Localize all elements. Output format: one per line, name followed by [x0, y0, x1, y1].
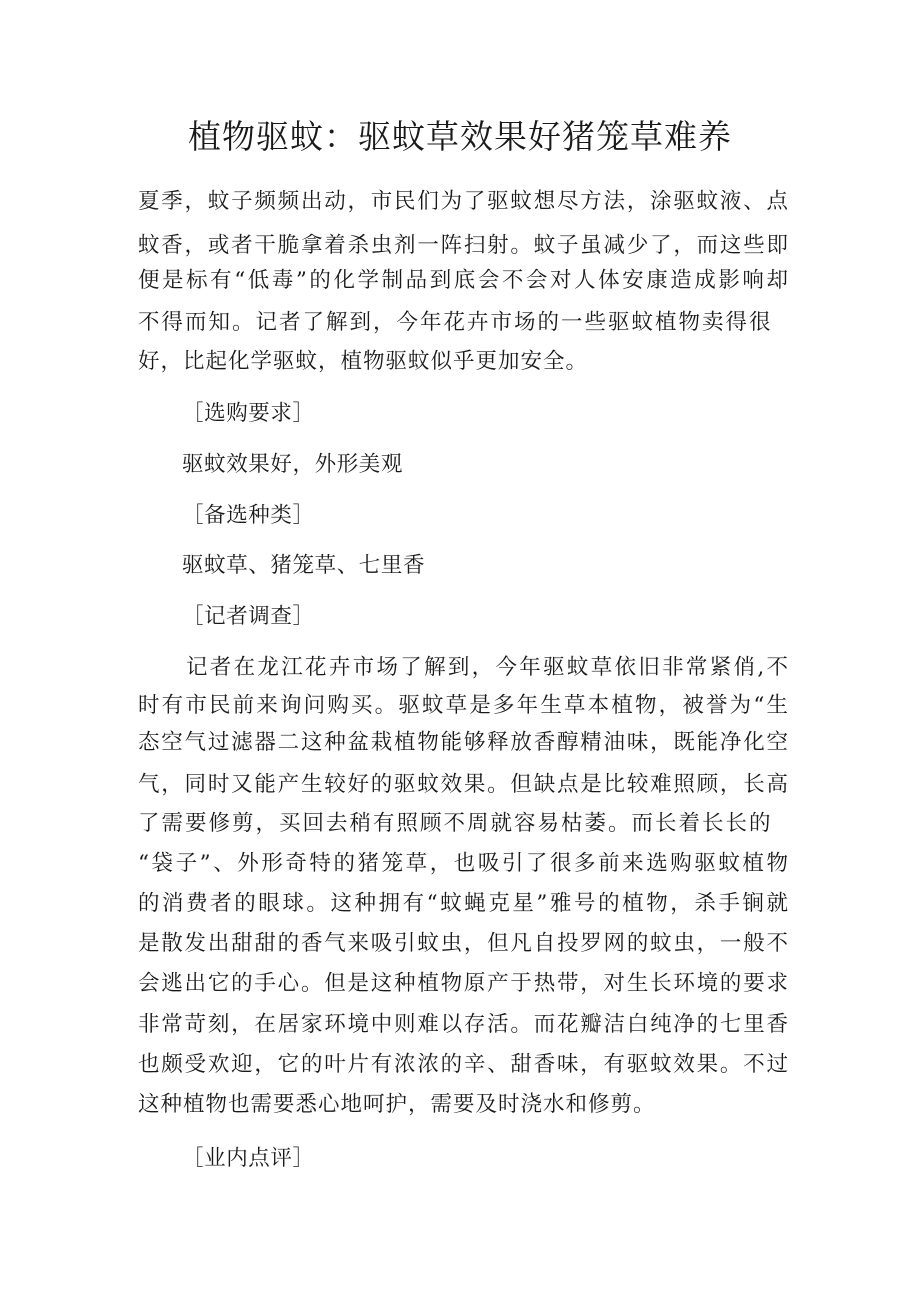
investigation-line-8: 是散发出甜甜的香气来吸引蚊虫，但凡自投罗网的蚊虫，一般不: [138, 931, 788, 956]
investigation-line-6: “袋子”、外形奇特的猪笼草，也吸引了很多前来选购驱蚊植物: [138, 851, 788, 876]
options-text: 驱蚊草、猪笼草、七里香: [182, 553, 426, 578]
requirements-text: 驱蚊效果好，外形美观: [182, 452, 404, 477]
investigation-line-11: 也颇受欢迎，它的叶片有浓浓的辛、甜香味，有驱蚊效果。不过: [138, 1052, 788, 1077]
intro-line-1: 夏季，蚊子频频出动，市民们为了驱蚊想尽方法，涂驱蚊液、点: [138, 189, 788, 214]
heading-options: ［备选种类］: [182, 503, 315, 528]
intro-line-3: 便是标有“低毒”的化学制品到底会不会对人体安康造成影响却: [138, 268, 788, 293]
investigation-line-1: 记者在龙江花卉市场了解到，今年驱蚊草依旧非常紧俏,不: [186, 655, 788, 680]
investigation-line-3: 态空气过滤器二这种盆栽植物能够释放香醇精油味，既能净化空: [138, 730, 788, 755]
heading-investigation: ［记者调查］: [182, 604, 315, 629]
heading-requirements: ［选购要求］: [182, 401, 315, 426]
investigation-line-12: 这种植物也需要悉心地呵护，需要及时浇水和修剪。: [138, 1092, 656, 1117]
investigation-line-10: 非常苛刻，在居家环境中则难以存活。而花瓣洁白纯净的七里香: [138, 1012, 788, 1037]
document-title: 植物驱蚊：驱蚊草效果好猪笼草难养: [188, 117, 732, 156]
investigation-line-5: 了需要修剪，买回去稍有照顾不周就容易枯萎。而长着长长的: [138, 811, 773, 836]
investigation-line-4: 气，同时又能产生较好的驱蚊效果。但缺点是比较难照顾，长高: [138, 772, 788, 797]
investigation-line-7: 的消费者的眼球。这种拥有“蚊蝇克星”雅号的植物，杀手锏就: [138, 891, 788, 916]
heading-comment: ［业内点评］: [182, 1146, 315, 1171]
investigation-line-2: 时有市民前来询问购买。驱蚊草是多年生草本植物，被誉为“生: [138, 693, 788, 718]
intro-line-4: 不得而知。记者了解到，今年花卉市场的一些驱蚊植物卖得很: [138, 310, 773, 335]
investigation-line-9: 会逃出它的手心。但是这种植物原产于热带，对生长环境的要求: [138, 971, 788, 996]
intro-line-2: 蚊香，或者干脆拿着杀虫剂一阵扫射。蚊子虽减少了，而这些即: [138, 233, 788, 258]
intro-line-5: 好，比起化学驱蚊，植物驱蚊似乎更加安全。: [138, 349, 589, 374]
